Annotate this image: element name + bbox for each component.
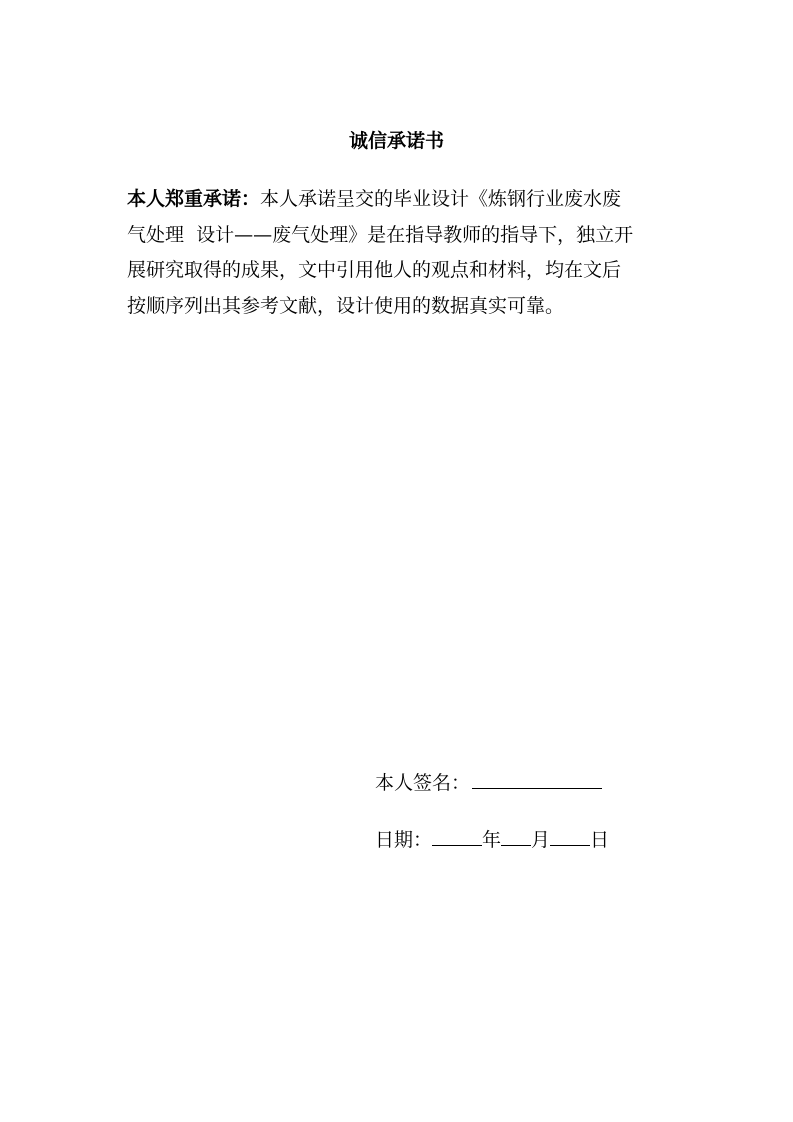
signature-block bbox=[375, 766, 609, 854]
pledge-line-4: 按顺序列出其参考文献，设计使用的数据真实可靠。 bbox=[127, 295, 565, 318]
day-label: 日 bbox=[590, 829, 610, 851]
year-label: 年 bbox=[482, 829, 502, 851]
pledge-line-1 bbox=[127, 182, 667, 218]
date-label: 日期： bbox=[375, 829, 433, 851]
day-blank[interactable] bbox=[550, 823, 590, 846]
signature-row bbox=[375, 766, 609, 797]
signature-line[interactable] bbox=[472, 766, 602, 789]
pledge-line-1-text: 本人承诺呈交的毕业设计《炼钢行业废水废 bbox=[260, 188, 622, 210]
month-label: 月 bbox=[531, 829, 551, 851]
date-row bbox=[375, 823, 609, 854]
year-blank[interactable] bbox=[432, 823, 482, 846]
pledge-paragraph bbox=[127, 182, 667, 325]
document-title: 诚信承诺书 bbox=[348, 130, 444, 152]
month-blank[interactable] bbox=[501, 823, 531, 846]
pledge-line-2: 气处理 设计——废气处理》是在指导教师的指导下，独立开 bbox=[127, 223, 634, 246]
pledge-line-3: 展研究取得的成果，文中引用他人的观点和材料，均在文后 bbox=[127, 259, 622, 282]
pledge-lead: 本人郑重承诺： bbox=[127, 188, 261, 210]
signature-label: 本人签名： bbox=[375, 772, 471, 794]
